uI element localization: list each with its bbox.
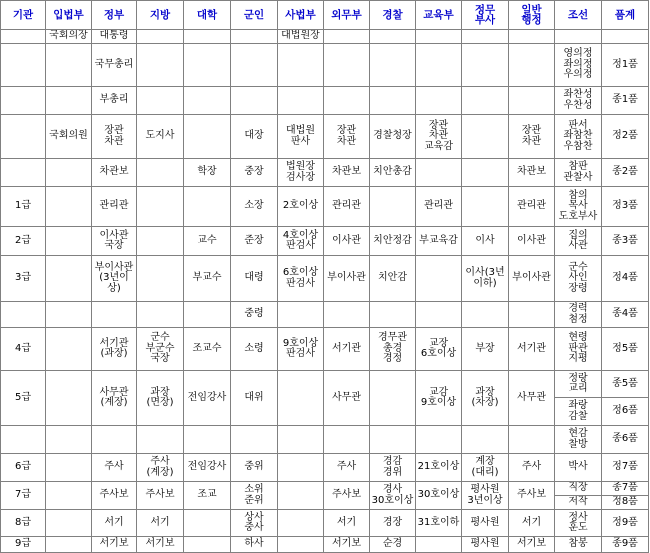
table-cell: 좌찬성 우찬성 (555, 87, 602, 115)
table-cell: 직장 (555, 482, 602, 496)
table-cell (462, 302, 509, 328)
table-cell: 이사관 (509, 227, 555, 256)
table-row (1, 302, 649, 328)
table-cell: 6급 (1, 454, 46, 482)
table-cell: 정2품 (602, 115, 649, 159)
table-cell (416, 256, 462, 302)
table-cell: 주사보 (92, 482, 137, 510)
table-row (1, 328, 649, 371)
header-row (1, 1, 649, 30)
table-cell: 관리관 (92, 187, 137, 227)
table-cell (462, 115, 509, 159)
table-cell: 대법원 판사 (278, 115, 324, 159)
table-cell: 부장 (462, 328, 509, 371)
table-cell: 참판 관찰사 (555, 159, 602, 187)
table-row (1, 454, 649, 482)
table-cell (184, 44, 231, 87)
table-cell (509, 426, 555, 454)
table-cell: 1급 (1, 187, 46, 227)
table-cell (462, 426, 509, 454)
table-cell: 대법원장 (278, 30, 324, 44)
table-cell: 서기관 (509, 328, 555, 371)
table-cell: 서기 (137, 510, 184, 537)
table-cell: 부교육감 (416, 227, 462, 256)
table-cell: 중장 (231, 159, 278, 187)
table-cell (184, 187, 231, 227)
table-cell: 장관 차관 (324, 115, 370, 159)
table-cell: 사무관 (324, 371, 370, 426)
table-cell (416, 30, 462, 44)
table-cell (509, 30, 555, 44)
table-row (1, 159, 649, 187)
table-cell (92, 426, 137, 454)
table-cell: 관리관 (324, 187, 370, 227)
table-cell: 교감 9호이상 (416, 371, 462, 426)
table-cell: 소령 (231, 328, 278, 371)
table-cell: 치안총감 (370, 159, 416, 187)
table-cell: 종3품 (602, 227, 649, 256)
table-cell: 정4품 (602, 256, 649, 302)
table-cell (137, 256, 184, 302)
table-cell (324, 44, 370, 87)
table-cell: 참봉 (555, 537, 602, 553)
table-cell (462, 187, 509, 227)
col-header: 경찰 (370, 1, 416, 30)
table-cell: 서기 (324, 510, 370, 537)
table-cell (137, 30, 184, 44)
table-cell: 4호이상 판검사 (278, 227, 324, 256)
table-cell: 경사 30호이상 (370, 482, 416, 510)
table-cell: 종4품 (602, 302, 649, 328)
table-cell: 집의 사관 (555, 227, 602, 256)
table-cell (1, 115, 46, 159)
table-cell: 종6품 (602, 426, 649, 454)
table-cell: 학장 (184, 159, 231, 187)
table-cell: 주사보 (509, 482, 555, 510)
table-cell (137, 87, 184, 115)
table-cell: 이사 (462, 227, 509, 256)
table-cell: 장관 차관 (509, 115, 555, 159)
table-cell (137, 227, 184, 256)
table-cell: 상사 중사 (231, 510, 278, 537)
table-cell: 저작 (555, 496, 602, 510)
table-cell (46, 187, 92, 227)
table-cell: 대령 (231, 256, 278, 302)
table-cell (184, 302, 231, 328)
col-header: 정부 (92, 1, 137, 30)
table-cell: 주사보 (137, 482, 184, 510)
table-cell: 참의 목사 도호부사 (555, 187, 602, 227)
table-cell: 주사 (92, 454, 137, 482)
table-cell (416, 159, 462, 187)
table-cell: 경찰청장 (370, 115, 416, 159)
table-cell: 평사원 (462, 537, 509, 553)
table-cell (416, 426, 462, 454)
col-header: 조선 (555, 1, 602, 30)
table-cell: 정랑 교리 (555, 371, 602, 398)
table-cell: 부이사관 (3년이 상) (92, 256, 137, 302)
table-row (1, 482, 649, 496)
table-row (1, 87, 649, 115)
table-cell: 현령 판관 지평 (555, 328, 602, 371)
col-header: 사법부 (278, 1, 324, 30)
table-cell (509, 87, 555, 115)
table-cell (555, 30, 602, 44)
col-header: 품계 (602, 1, 649, 30)
table-cell (46, 159, 92, 187)
table-cell: 사무관 (계장) (92, 371, 137, 426)
table-cell: 30호이상 (416, 482, 462, 510)
table-cell (416, 44, 462, 87)
col-header: 외무부 (324, 1, 370, 30)
table-cell: 21호이상 (416, 454, 462, 482)
table-cell: 8급 (1, 510, 46, 537)
col-header: 입법부 (46, 1, 92, 30)
table-cell (137, 44, 184, 87)
table-cell (46, 227, 92, 256)
table-cell: 준장 (231, 227, 278, 256)
table-cell (462, 87, 509, 115)
table-cell: 법원장 검사장 (278, 159, 324, 187)
table-cell: 정5품 (602, 328, 649, 371)
table-cell: 영의정 좌의정 우의정 (555, 44, 602, 87)
table-cell (137, 426, 184, 454)
table-cell: 정3품 (602, 187, 649, 227)
table-cell (278, 371, 324, 426)
table-cell (46, 482, 92, 510)
table-cell: 4급 (1, 328, 46, 371)
table-cell (278, 44, 324, 87)
table-cell: 대장 (231, 115, 278, 159)
table-cell (278, 454, 324, 482)
table-cell: 현감 찰방 (555, 426, 602, 454)
table-cell (1, 159, 46, 187)
table-cell: 순경 (370, 537, 416, 553)
table-cell: 경력 첨정 (555, 302, 602, 328)
table-cell (278, 482, 324, 510)
table-row (1, 371, 649, 398)
table-cell: 부총리 (92, 87, 137, 115)
table-cell: 서기보 (509, 537, 555, 553)
table-cell: 정9품 (602, 510, 649, 537)
table-cell: 서기관 (과장) (92, 328, 137, 371)
table-cell: 9호이상 판검사 (278, 328, 324, 371)
table-cell: 평사원 (462, 510, 509, 537)
table-cell (46, 44, 92, 87)
table-cell: 교장 6호이상 (416, 328, 462, 371)
table-cell: 경무관 총경 경정 (370, 328, 416, 371)
table-cell: 하사 (231, 537, 278, 553)
table-cell (602, 30, 649, 44)
table-cell: 종2품 (602, 159, 649, 187)
table-cell (1, 302, 46, 328)
table-row (1, 30, 649, 44)
table-cell (46, 87, 92, 115)
table-cell: 서기보 (324, 537, 370, 553)
table-cell: 정1품 (602, 44, 649, 87)
table-cell: 정사 훈도 (555, 510, 602, 537)
table-cell (278, 87, 324, 115)
table-row (1, 44, 649, 87)
table-row (1, 115, 649, 159)
table-cell: 관리관 (416, 187, 462, 227)
table-cell (1, 30, 46, 44)
table-cell: 부교수 (184, 256, 231, 302)
table-cell: 경장 (370, 510, 416, 537)
table-cell (46, 454, 92, 482)
table-cell: 중위 (231, 454, 278, 482)
table-cell (370, 426, 416, 454)
table-row (1, 227, 649, 256)
table-cell: 장관 차관 교육감 (416, 115, 462, 159)
table-cell: 부이사관 (324, 256, 370, 302)
table-cell (370, 187, 416, 227)
col-header: 일반 행정 (509, 1, 555, 30)
table-cell: 차관보 (509, 159, 555, 187)
table-cell (278, 302, 324, 328)
table-cell: 과장 (차장) (462, 371, 509, 426)
table-cell: 정7품 (602, 454, 649, 482)
table-cell: 중령 (231, 302, 278, 328)
table-cell (278, 426, 324, 454)
col-header: 대학 (184, 1, 231, 30)
col-header: 군인 (231, 1, 278, 30)
table-cell (231, 426, 278, 454)
table-cell (137, 187, 184, 227)
table-cell: 2급 (1, 227, 46, 256)
table-cell: 계장 (대리) (462, 454, 509, 482)
table-cell: 종1품 (602, 87, 649, 115)
table-cell: 6호이상 판검사 (278, 256, 324, 302)
table-cell (184, 115, 231, 159)
table-cell: 소위 준위 (231, 482, 278, 510)
table-cell: 판서 좌참찬 우참찬 (555, 115, 602, 159)
table-cell: 서기 (509, 510, 555, 537)
col-header: 정무 부사 (462, 1, 509, 30)
table-cell (509, 44, 555, 87)
table-cell: 도지사 (137, 115, 184, 159)
table-cell: 군수 부군수 국장 (137, 328, 184, 371)
table-row (1, 426, 649, 454)
table-cell: 서기보 (137, 537, 184, 553)
table-cell (370, 302, 416, 328)
table-cell: 조교 (184, 482, 231, 510)
table-cell: 치안감 (370, 256, 416, 302)
table-cell (324, 426, 370, 454)
table-cell: 주사 (계장) (137, 454, 184, 482)
table-cell: 전임강사 (184, 454, 231, 482)
table-cell (462, 159, 509, 187)
table-cell: 좌랑 감찰 (555, 398, 602, 426)
table-cell (137, 302, 184, 328)
table-cell (231, 44, 278, 87)
table-cell: 이사(3년 이하) (462, 256, 509, 302)
table-cell (46, 371, 92, 426)
table-cell: 관리관 (509, 187, 555, 227)
table-cell: 국회의원 (46, 115, 92, 159)
table-cell (137, 159, 184, 187)
table-cell: 주사보 (324, 482, 370, 510)
table-cell (1, 44, 46, 87)
table-cell (324, 302, 370, 328)
table-cell (462, 44, 509, 87)
table-cell: 정6품 (602, 398, 649, 426)
table-cell (370, 44, 416, 87)
table-cell: 경감 경위 (370, 454, 416, 482)
table-cell (370, 371, 416, 426)
table-cell: 차관보 (324, 159, 370, 187)
table-cell: 주사 (324, 454, 370, 482)
table-cell: 9급 (1, 537, 46, 553)
table-cell (184, 510, 231, 537)
table-cell: 치안정감 (370, 227, 416, 256)
table-cell: 장관 차관 (92, 115, 137, 159)
table-cell: 5급 (1, 371, 46, 426)
table-cell (184, 30, 231, 44)
table-cell: 평사원 3년이상 (462, 482, 509, 510)
table-cell (46, 426, 92, 454)
table-row (1, 187, 649, 227)
table-cell: 서기 (92, 510, 137, 537)
table-cell: 종7품 (602, 482, 649, 496)
table-cell (92, 302, 137, 328)
table-cell (509, 302, 555, 328)
table-cell (184, 87, 231, 115)
table-cell: 사무관 (509, 371, 555, 426)
table-cell: 박사 (555, 454, 602, 482)
table-cell (324, 87, 370, 115)
table-row (1, 256, 649, 302)
table-cell (370, 30, 416, 44)
table-cell (184, 426, 231, 454)
table-cell: 종9품 (602, 537, 649, 553)
table-cell (46, 256, 92, 302)
table-cell (46, 302, 92, 328)
table-cell (46, 510, 92, 537)
table-cell (1, 87, 46, 115)
table-cell: 7급 (1, 482, 46, 510)
table-cell (278, 510, 324, 537)
table-cell: 전임강사 (184, 371, 231, 426)
table-cell (231, 30, 278, 44)
table-cell (1, 426, 46, 454)
table-cell: 서기보 (92, 537, 137, 553)
table-cell (416, 87, 462, 115)
table-cell: 과장 (면장) (137, 371, 184, 426)
table-cell: 부이사관 (509, 256, 555, 302)
table-cell: 대통령 (92, 30, 137, 44)
table-cell: 종5품 (602, 371, 649, 398)
table-cell: 이사관 (324, 227, 370, 256)
table-cell (324, 30, 370, 44)
col-header: 교육부 (416, 1, 462, 30)
table-cell: 조교수 (184, 328, 231, 371)
table-cell: 정8품 (602, 496, 649, 510)
col-header: 지방 (137, 1, 184, 30)
table-cell (462, 30, 509, 44)
table-cell: 이사관 국장 (92, 227, 137, 256)
table-cell: 국회의장 (46, 30, 92, 44)
table-cell: 국무총리 (92, 44, 137, 87)
col-header: 기관 (1, 1, 46, 30)
table-cell: 31호이하 (416, 510, 462, 537)
table-cell (416, 302, 462, 328)
table-cell: 2호이상 (278, 187, 324, 227)
table-cell (370, 87, 416, 115)
table-cell: 소장 (231, 187, 278, 227)
table-cell: 주사 (509, 454, 555, 482)
table-row (1, 510, 649, 537)
table-cell: 교수 (184, 227, 231, 256)
table-cell: 3급 (1, 256, 46, 302)
table-cell: 서기관 (324, 328, 370, 371)
table-cell: 차관보 (92, 159, 137, 187)
table-cell: 군수 사인 장령 (555, 256, 602, 302)
table-cell: 대위 (231, 371, 278, 426)
table-cell (46, 328, 92, 371)
table-cell (231, 87, 278, 115)
